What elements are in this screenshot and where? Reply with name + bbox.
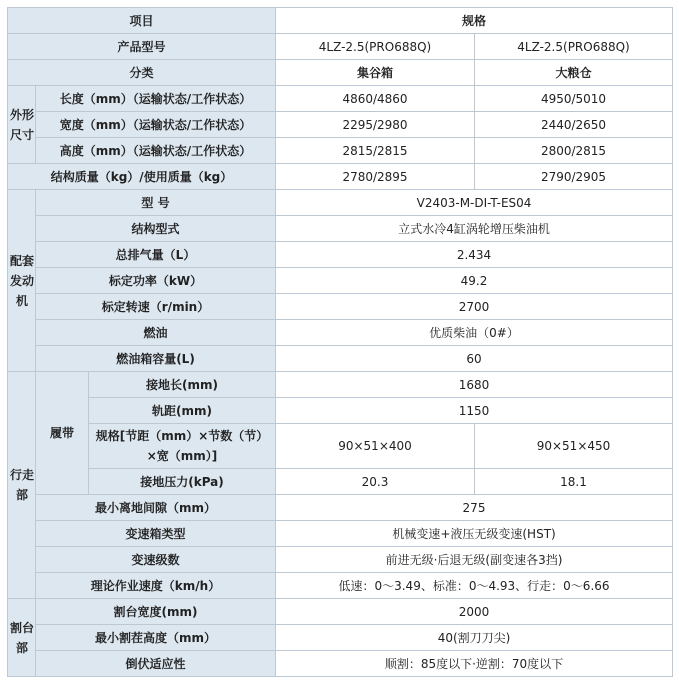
category-b: 大粮仓 — [475, 60, 673, 86]
engine-model-value: V2403-M-DI-T-ES04 — [276, 190, 673, 216]
work-speed-label: 理论作业速度（km/h） — [36, 573, 276, 599]
lodging-row — [8, 651, 673, 677]
engine-displacement-value: 2.434 — [276, 242, 673, 268]
model-label: 产品型号 — [8, 34, 276, 60]
mass-b: 2790/2905 — [475, 164, 673, 190]
engine-speed-label: 标定转速（r/min） — [36, 294, 276, 320]
engine-speed-row — [8, 294, 673, 320]
width-a: 2295/2980 — [276, 112, 475, 138]
length-a: 4860/4860 — [276, 86, 475, 112]
category-row — [8, 60, 673, 86]
track-spec-label: 规格[节距（mm）×节数（节）×宽（mm）] — [89, 424, 276, 469]
engine-structure-value: 立式水冷4缸涡轮增压柴油机 — [276, 216, 673, 242]
length-b: 4950/5010 — [475, 86, 673, 112]
length-row — [8, 86, 673, 112]
clearance-row — [8, 495, 673, 521]
crawler-label: 履带 — [36, 372, 89, 495]
model-row — [8, 34, 673, 60]
stubble-height-label: 最小割茬高度（mm） — [36, 625, 276, 651]
model-b: 4LZ-2.5(PRO688Q) — [475, 34, 673, 60]
gauge-value: 1150 — [276, 398, 673, 424]
height-row — [8, 138, 673, 164]
gearbox-row — [8, 521, 673, 547]
header-row — [8, 8, 673, 34]
track-spec-b: 90×51×450 — [475, 424, 673, 469]
engine-tank-value: 60 — [276, 346, 673, 372]
cut-width-label: 割台宽度(mm) — [36, 599, 276, 625]
length-label: 长度（mm）（运输状态/工作状态） — [36, 86, 276, 112]
gearbox-value: 机械变速+液压无级变速(HST) — [276, 521, 673, 547]
category-a: 集谷箱 — [276, 60, 475, 86]
engine-speed-value: 2700 — [276, 294, 673, 320]
mass-a: 2780/2895 — [276, 164, 475, 190]
ground-length-row — [8, 372, 673, 398]
engine-fuel-row — [8, 320, 673, 346]
height-b: 2800/2815 — [475, 138, 673, 164]
engine-fuel-label: 燃油 — [36, 320, 276, 346]
engine-tank-row — [8, 346, 673, 372]
item-header: 项目 — [8, 8, 276, 34]
stubble-height-row — [8, 625, 673, 651]
ground-pressure-row — [8, 469, 673, 495]
engine-power-label: 标定功率（kW） — [36, 268, 276, 294]
spec-table — [7, 7, 673, 677]
model-a: 4LZ-2.5(PRO688Q) — [276, 34, 475, 60]
work-speed-row — [8, 573, 673, 599]
work-speed-value: 低速：0～3.49、标准：0～4.93、行走：0～6.66 — [276, 573, 673, 599]
engine-power-row — [8, 268, 673, 294]
cut-width-row — [8, 599, 673, 625]
ground-length-label: 接地长(mm) — [89, 372, 276, 398]
engine-structure-row — [8, 216, 673, 242]
mass-label: 结构质量（kg）/使用质量（kg） — [8, 164, 276, 190]
header-section-label: 割台部 — [8, 599, 36, 677]
height-a: 2815/2815 — [276, 138, 475, 164]
clearance-value: 275 — [276, 495, 673, 521]
width-label: 宽度（mm）（运输状态/工作状态） — [36, 112, 276, 138]
category-label: 分类 — [8, 60, 276, 86]
spec-table-container — [7, 7, 673, 677]
gauge-label: 轨距(mm) — [89, 398, 276, 424]
spec-header: 规格 — [276, 8, 673, 34]
gauge-row — [8, 398, 673, 424]
height-label: 高度（mm）（运输状态/工作状态） — [36, 138, 276, 164]
gearbox-label: 变速箱类型 — [36, 521, 276, 547]
engine-section-label: 配套发动机 — [8, 190, 36, 372]
lodging-label: 倒伏适应性 — [36, 651, 276, 677]
gears-value: 前进无级·后退无级(副变速各3挡) — [276, 547, 673, 573]
mass-row — [8, 164, 673, 190]
clearance-label: 最小离地间隙（mm） — [36, 495, 276, 521]
engine-model-row — [8, 190, 673, 216]
cut-width-value: 2000 — [276, 599, 673, 625]
width-b: 2440/2650 — [475, 112, 673, 138]
dimensions-section-label: 外形尺寸 — [8, 86, 36, 164]
ground-pressure-b: 18.1 — [475, 469, 673, 495]
track-spec-a: 90×51×400 — [276, 424, 475, 469]
lodging-value: 顺割：85度以下·逆割：70度以下 — [276, 651, 673, 677]
travel-section-label: 行走部 — [8, 372, 36, 599]
ground-pressure-a: 20.3 — [276, 469, 475, 495]
stubble-height-value: 40(割刀刀尖) — [276, 625, 673, 651]
engine-fuel-value: 优质柴油（0#） — [276, 320, 673, 346]
gears-label: 变速级数 — [36, 547, 276, 573]
gears-row — [8, 547, 673, 573]
ground-pressure-label: 接地压力(kPa) — [89, 469, 276, 495]
engine-tank-label: 燃油箱容量(L) — [36, 346, 276, 372]
ground-length-value: 1680 — [276, 372, 673, 398]
engine-displacement-row — [8, 242, 673, 268]
track-spec-row — [8, 424, 673, 469]
width-row — [8, 112, 673, 138]
engine-model-label: 型 号 — [36, 190, 276, 216]
engine-power-value: 49.2 — [276, 268, 673, 294]
engine-structure-label: 结构型式 — [36, 216, 276, 242]
engine-displacement-label: 总排气量（L） — [36, 242, 276, 268]
